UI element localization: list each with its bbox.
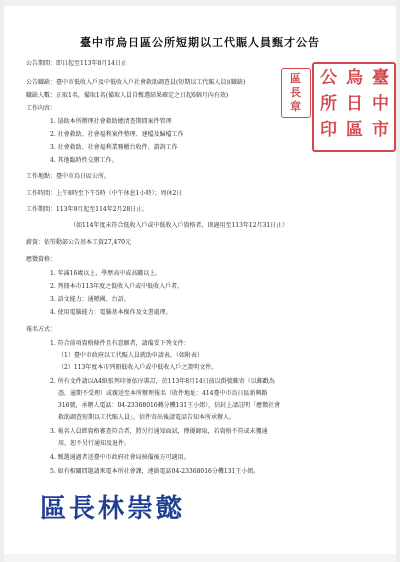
application-item: 4. 甄選通過者送臺中市政府社會局核備後方可適用。 bbox=[50, 454, 190, 461]
seal-char: 所 bbox=[320, 94, 337, 114]
application-item-continued: 憑，逾期不受理）或親送至本所辦理報名（收件地址：414臺中市烏日區新興路 bbox=[58, 390, 268, 397]
seal-char: 市 bbox=[372, 120, 389, 140]
application-item: 3. 報名人員經資格審查符合者，將另行通知面試，擇優錄取，若資格不符或未獲通 bbox=[50, 428, 268, 435]
seal-char: 日 bbox=[346, 94, 363, 114]
seal-char: 章 bbox=[290, 100, 301, 113]
office-seal-stamp bbox=[312, 62, 396, 152]
seal-char: 區 bbox=[346, 120, 363, 140]
application-item: 2. 所有文件請以A4紙張列印並依序裝訂，於113年8月14日前以掛號郵寄（以郵戳為 bbox=[50, 378, 275, 385]
hours-line: 工作時間：上午8時至下午5時（中午休息1小時）；周休2日 bbox=[26, 190, 183, 197]
content-item: 1. 協助本所辦理社會救助總清查期間案件管理 bbox=[50, 118, 172, 125]
content-label: 工作內容： bbox=[26, 105, 57, 112]
application-item: 5. 如有相關問題請來電本所社會課，連絡電話04-23368016分機131王小姐。 bbox=[50, 468, 260, 475]
application-subitem: （1）臺中市政府以工代賑人員就助申請表。（如附表） bbox=[58, 352, 203, 359]
chief-signature: 區長林崇懿 bbox=[40, 494, 186, 524]
qualification-item: 3. 語文能力：通曉國、台語。 bbox=[50, 296, 130, 303]
qualification-item: 2. 列冊本市113年度之低收入戶或中低收入戶者。 bbox=[50, 283, 184, 290]
page-top-edge bbox=[0, 0, 400, 6]
seal-char: 烏 bbox=[346, 68, 363, 88]
application-item-continued: 316號，承辦人電話：04-23368016轉分機131王小姐），信封上請註明「應徵社會 bbox=[58, 402, 281, 409]
document-title: 臺中市烏日區公所短期以工代賑人員甄才公告 bbox=[80, 36, 320, 49]
content-item: 4. 其他臨時性交辦工作。 bbox=[50, 157, 118, 164]
application-subitem: （2）113年度本市列冊低收入戶或中低收入戶之證明文件。 bbox=[58, 364, 218, 371]
salary-line: 薪資：依勞動部公告基本工資27,470元 bbox=[26, 239, 131, 246]
qualification-item: 1. 年滿16歲以上，學歷高中或高職以上。 bbox=[50, 270, 162, 277]
chief-seal-stamp bbox=[281, 68, 311, 118]
qualification-item: 4. 使用電腦能力：電腦基本操作及文書處理。 bbox=[50, 309, 172, 316]
seal-char: 公 bbox=[320, 68, 337, 88]
page-left-edge bbox=[0, 0, 4, 562]
seal-char: 區 bbox=[290, 72, 301, 85]
application-item-continued: 救助調查短期以工代賑人員」，信件寄出後請電話告知本所承辦人。 bbox=[58, 414, 236, 421]
page-right-edge bbox=[396, 0, 400, 562]
vacancy-line: 職缺人數：正取1名，備取1名(備取人員自甄選結果確定之日起6個月內有效) bbox=[26, 92, 229, 99]
content-item: 3. 社會救助、社會福利業務櫃台收件、諮詢工作 bbox=[50, 144, 178, 151]
location-line: 工作地點：臺中市烏日區公所。 bbox=[26, 173, 111, 180]
seal-char: 長 bbox=[290, 86, 301, 99]
period-note: （如114年度未符合低收入戶或中低收入戶資格者，則適用至113年12月31日止） bbox=[70, 222, 289, 229]
content-item: 2. 社會救助、社會福利案件整理、建檔及歸檔工作 bbox=[50, 131, 184, 138]
application-item: 1. 符合前項資格條件且有意願者，請備妥下列文件： bbox=[50, 340, 190, 347]
seal-char: 中 bbox=[372, 94, 389, 114]
basis-line: 公告職缺：臺中市低收入戶及中低收入戶社會救助調查員(短期以工代賑人員)(職缺) bbox=[26, 79, 246, 86]
page-bottom-edge bbox=[0, 554, 400, 562]
seal-char: 印 bbox=[320, 120, 337, 140]
date-line: 公告期間：即日起至113年8月14日止 bbox=[26, 60, 127, 67]
qualification-label: 應徵資格： bbox=[26, 256, 57, 263]
application-label: 報名方式： bbox=[26, 326, 57, 333]
application-item-continued: 用，恕不另行通知及退件。 bbox=[58, 440, 131, 447]
seal-char: 臺 bbox=[372, 68, 389, 88]
period-line: 工作期間：113年9月起至114年2月28日止。 bbox=[26, 206, 149, 213]
